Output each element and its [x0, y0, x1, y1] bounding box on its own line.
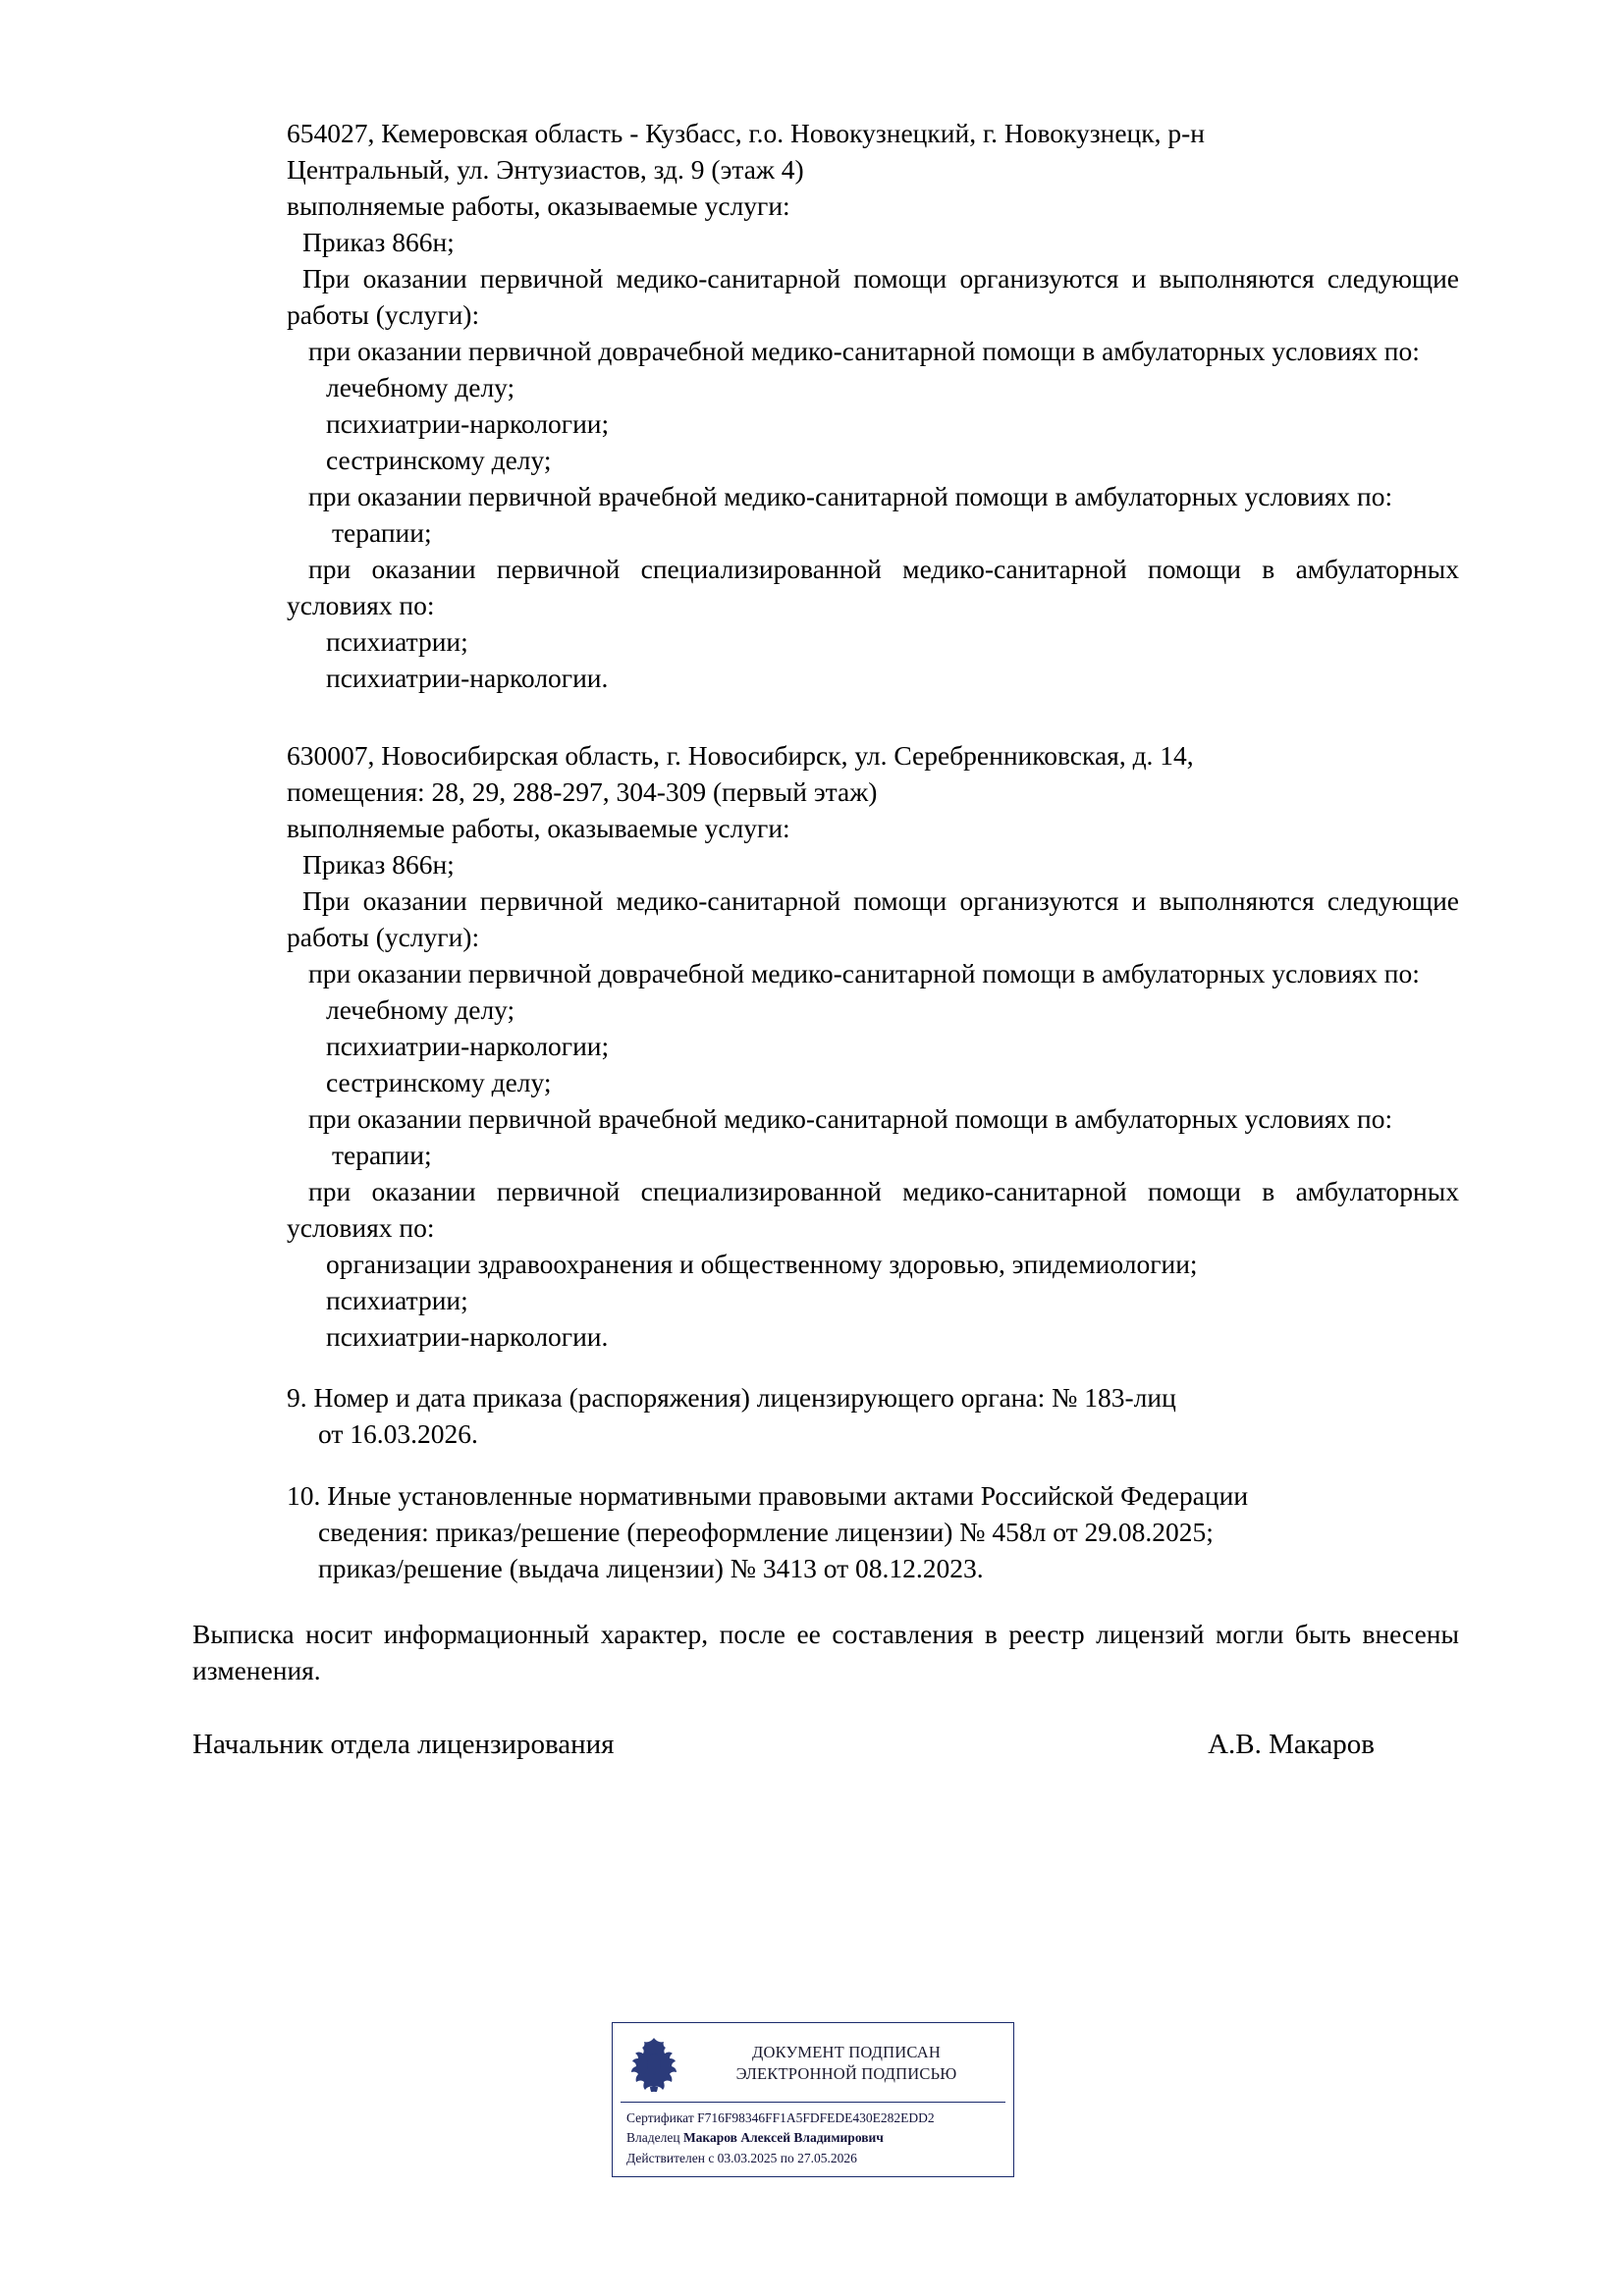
service-item: психиатрии;	[326, 1284, 468, 1315]
service-item: терапии;	[332, 1139, 432, 1170]
document-body	[192, 116, 1459, 1761]
stamp-certificate-line	[626, 2109, 1005, 2128]
stamp-valid-label: Действителен	[626, 2150, 705, 2165]
address-line-1: 654027, Кемеровская область - Кузбасс, г.о. Новокузнецкий, г. Новокузнецк, р-н	[287, 118, 1205, 148]
clause-9-text: 9. Номер и дата приказа (распоряжения) лицензирующего органа: № 183-лиц	[287, 1382, 1176, 1414]
stamp-certificate-value: F716F98346FF1A5FDFEDE430E282EDD2	[697, 2110, 935, 2125]
address-line-1: 630007, Новосибирская область, г. Новосибирск, ул. Серебренниковская, д. 14,	[287, 739, 1194, 771]
group-title-doctor: при оказании первичной врачебной медико-санитарной помощи в амбулаторных условиях по:	[308, 1102, 1393, 1134]
signer-position: Начальник отдела лицензирования	[192, 1729, 615, 1761]
clause-10	[287, 1478, 1459, 1587]
service-item: сестринскому делу;	[326, 444, 552, 475]
clause-10-text: 10. Иные установленные нормативными правовыми актами Российской Федерации	[287, 1480, 1249, 1512]
service-item: психиатрии-наркологии.	[326, 1320, 609, 1352]
stamp-valid-line	[626, 2149, 1005, 2168]
intro-text: При оказании первичной медико-санитарной помощи организуются и выполняются следующие работы (услуги):	[287, 884, 1459, 952]
stamp-owner-label: Владелец	[626, 2130, 680, 2146]
clause-9-date: от 16.03.2026.	[318, 1418, 478, 1450]
service-item: терапии;	[332, 516, 432, 548]
block-separator	[192, 697, 1459, 738]
stamp-divider	[621, 2102, 1005, 2103]
license-address-block	[192, 738, 1459, 1356]
signer-name: А.В. Макаров	[1208, 1729, 1375, 1761]
group-title-predoctor: при оказании первичной доврачебной медико-санитарной помощи в амбулаторных условиях по:	[308, 957, 1420, 988]
stamp-details	[621, 2109, 1005, 2168]
address-line-2: помещения: 28, 29, 288-297, 304-309 (первый этаж)	[287, 775, 878, 807]
service-item: психиатрии;	[326, 625, 468, 657]
stamp-title	[691, 2042, 1001, 2085]
stamp-certificate-label: Сертификат	[626, 2110, 694, 2125]
group-title-doctor: при оказании первичной врачебной медико-санитарной помощи в амбулаторных условиях по:	[308, 480, 1393, 511]
works-label: выполняемые работы, оказываемые услуги:	[287, 189, 790, 221]
license-address-block	[192, 116, 1459, 697]
clause-10-line-1: сведения: приказ/решение (переоформление лицензии) № 458л от 29.08.2025;	[318, 1517, 1214, 1548]
coat-of-arms-icon	[626, 2035, 681, 2092]
group-title-predoctor: при оказании первичной доврачебной медико-санитарной помощи в амбулаторных условиях по:	[308, 335, 1420, 366]
stamp-owner-line	[626, 2128, 1005, 2148]
address-line-2: Центральный, ул. Энтузиастов, зд. 9 (этаж 4)	[287, 153, 804, 185]
group-title-specialized: при оказании первичной специализированной медико-санитарной помощи в амбулаторных условиях по:	[287, 553, 1459, 620]
stamp-header	[621, 2033, 1005, 2098]
clause-9	[287, 1380, 1459, 1453]
signature-row	[192, 1729, 1459, 1761]
stamp-valid-value: с 03.03.2025 по 27.05.2026	[708, 2150, 857, 2165]
service-item: психиатрии-наркологии;	[326, 1030, 610, 1061]
stamp-owner-value: Макаров Алексей Владимирович	[682, 2130, 884, 2146]
order-reference: Приказ 866н;	[302, 848, 455, 880]
stamp-title-line-2: ЭЛЕКТРОННОЙ ПОДПИСЬЮ	[735, 2064, 957, 2083]
group-title-specialized: при оказании первичной специализированной медико-санитарной помощи в амбулаторных условиях по:	[287, 1175, 1459, 1243]
order-reference: Приказ 866н;	[302, 226, 455, 257]
service-item: сестринскому делу;	[326, 1066, 552, 1097]
disclaimer-text: Выписка носит информационный характер, после ее составления в реестр лицензий могли быть внесены изменения.	[192, 1619, 1459, 1686]
works-label: выполняемые работы, оказываемые услуги:	[287, 812, 790, 843]
intro-text: При оказании первичной медико-санитарной помощи организуются и выполняются следующие работы (услуги):	[287, 262, 1459, 330]
service-item: организации здравоохранения и общественному здоровью, эпидемиологии;	[326, 1248, 1198, 1279]
service-item: лечебному делу;	[326, 371, 515, 402]
service-item: психиатрии-наркологии.	[326, 662, 609, 693]
service-item: лечебному делу;	[326, 993, 515, 1025]
electronic-signature-stamp	[612, 2022, 1014, 2177]
clause-10-line-2: приказ/решение (выдача лицензии) № 3413 от 08.12.2023.	[318, 1553, 984, 1584]
stamp-title-line-1: ДОКУМЕНТ ПОДПИСАН	[752, 2043, 941, 2062]
service-item: психиатрии-наркологии;	[326, 407, 610, 439]
